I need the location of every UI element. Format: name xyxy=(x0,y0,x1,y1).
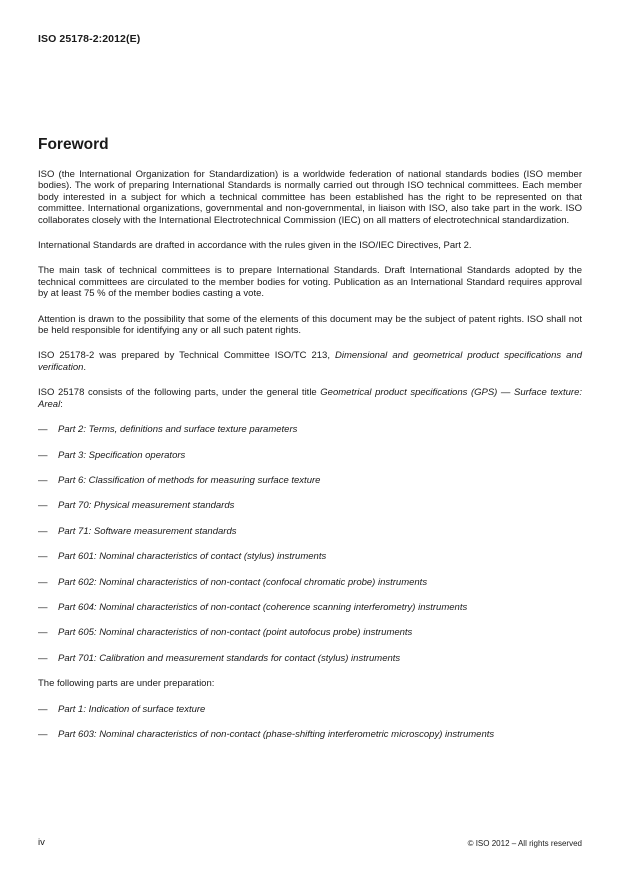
list-item-dash: — xyxy=(38,551,48,563)
paragraph-patent-rights: Attention is drawn to the possibility that some of the elements of this document may be the subject of patent rights. ISO shall not be held responsible for identifying any or all such patent rights. xyxy=(38,313,582,337)
list-item-part-604 xyxy=(38,602,582,613)
page-number: iv xyxy=(38,837,45,848)
list-item-dash: — xyxy=(38,728,48,740)
list-item-text: Part 3: Specification operators xyxy=(58,449,186,461)
list-item-text: Part 604: Nominal characteristics of non-contact (coherence scanning interferometry) instruments xyxy=(58,601,468,613)
list-item-dash: — xyxy=(38,601,48,613)
list-item-dash: — xyxy=(38,474,48,486)
list-item-text: Part 6: Classification of methods for measuring surface texture xyxy=(58,474,321,486)
list-item-dash: — xyxy=(38,500,48,512)
committee-title: Dimensional and geometrical product specifications and verification xyxy=(38,350,582,373)
copyright-notice: © ISO 2012 – All rights reserved xyxy=(467,839,582,848)
list-item-dash: — xyxy=(38,652,48,664)
list-item-part-2 xyxy=(38,424,582,435)
list-item-text: Part 701: Calibration and measurement standards for contact (stylus) instruments xyxy=(58,652,401,664)
paragraph-prepared-by-end: . xyxy=(83,361,87,373)
series-general-title: Geometrical product specifications (GPS) — Surface texture: Areal xyxy=(38,387,583,410)
paragraph-consists-of xyxy=(38,387,582,410)
paragraph-prepared-by-text: ISO 25178-2 was prepared by Technical Committee ISO/TC 213, xyxy=(38,350,336,362)
list-item-text: Part 603: Nominal characteristics of non-contact (phase-shifting interferometric microscopy) instruments xyxy=(58,728,495,740)
list-item-part-71 xyxy=(38,526,582,537)
list-item-part-701 xyxy=(38,653,582,664)
paragraph-consists-of-text: ISO 25178 consists of the following parts, under the general title xyxy=(38,387,321,399)
list-item-dash: — xyxy=(38,703,48,715)
list-item-text: Part 1: Indication of surface texture xyxy=(58,703,206,715)
list-item-text: Part 601: Nominal characteristics of contact (stylus) instruments xyxy=(58,551,327,563)
list-item-part-6 xyxy=(38,475,582,486)
list-item-part-602 xyxy=(38,577,582,588)
list-item-part-603 xyxy=(38,729,582,740)
paragraph-iso-federation: ISO (the International Organization for Standardization) is a worldwide federation of national standards bodies (ISO member bodies). The work of preparing International Standards is normally carried out through ISO technical committees. Each member body interested in a subject for which a technical committee has been established has the right to be represented on that committee. International organizations, governmental and non-governmental, in liaison with ISO, also take part in the work. ISO collaborates closely with the International Electrotechnical Commission (IEC) on all matters of electrotechnical standardization. xyxy=(38,169,582,226)
list-item-text: Part 2: Terms, definitions and surface texture parameters xyxy=(58,424,298,436)
list-item-text: Part 602: Nominal characteristics of non-contact (confocal chromatic probe) instruments xyxy=(58,576,428,588)
list-item-dash: — xyxy=(38,449,48,461)
list-item-part-3 xyxy=(38,450,582,461)
list-item-part-601 xyxy=(38,551,582,562)
document-reference: ISO 25178-2:2012(E) xyxy=(38,33,141,45)
paragraph-prepared-by xyxy=(38,350,582,373)
list-item-part-1 xyxy=(38,704,582,715)
list-item-text: Part 71: Software measurement standards xyxy=(58,525,237,537)
paragraph-main-task: The main task of technical committees is to prepare International Standards. Draft International Standards adopted by the technical committees are circulated to the member bodies for voting. Publication as an International Standard requires approval by at least 75 % of the member bodies casting a vote. xyxy=(38,265,582,300)
foreword-section xyxy=(38,136,582,754)
list-item-dash: — xyxy=(38,627,48,639)
paragraph-consists-of-end: : xyxy=(60,398,63,410)
list-item-text: Part 605: Nominal characteristics of non-contact (point autofocus probe) instruments xyxy=(58,627,413,639)
list-item-dash: — xyxy=(38,576,48,588)
list-item-part-605 xyxy=(38,627,582,638)
list-item-text: Part 70: Physical measurement standards xyxy=(58,500,235,512)
list-item-part-70 xyxy=(38,500,582,511)
list-item-dash: — xyxy=(38,525,48,537)
paragraph-directives: International Standards are drafted in accordance with the rules given in the ISO/IEC Directives, Part 2. xyxy=(38,240,472,252)
list-item-dash: — xyxy=(38,424,48,436)
foreword-heading: Foreword xyxy=(38,136,109,153)
paragraph-under-preparation: The following parts are under preparation: xyxy=(38,678,215,690)
